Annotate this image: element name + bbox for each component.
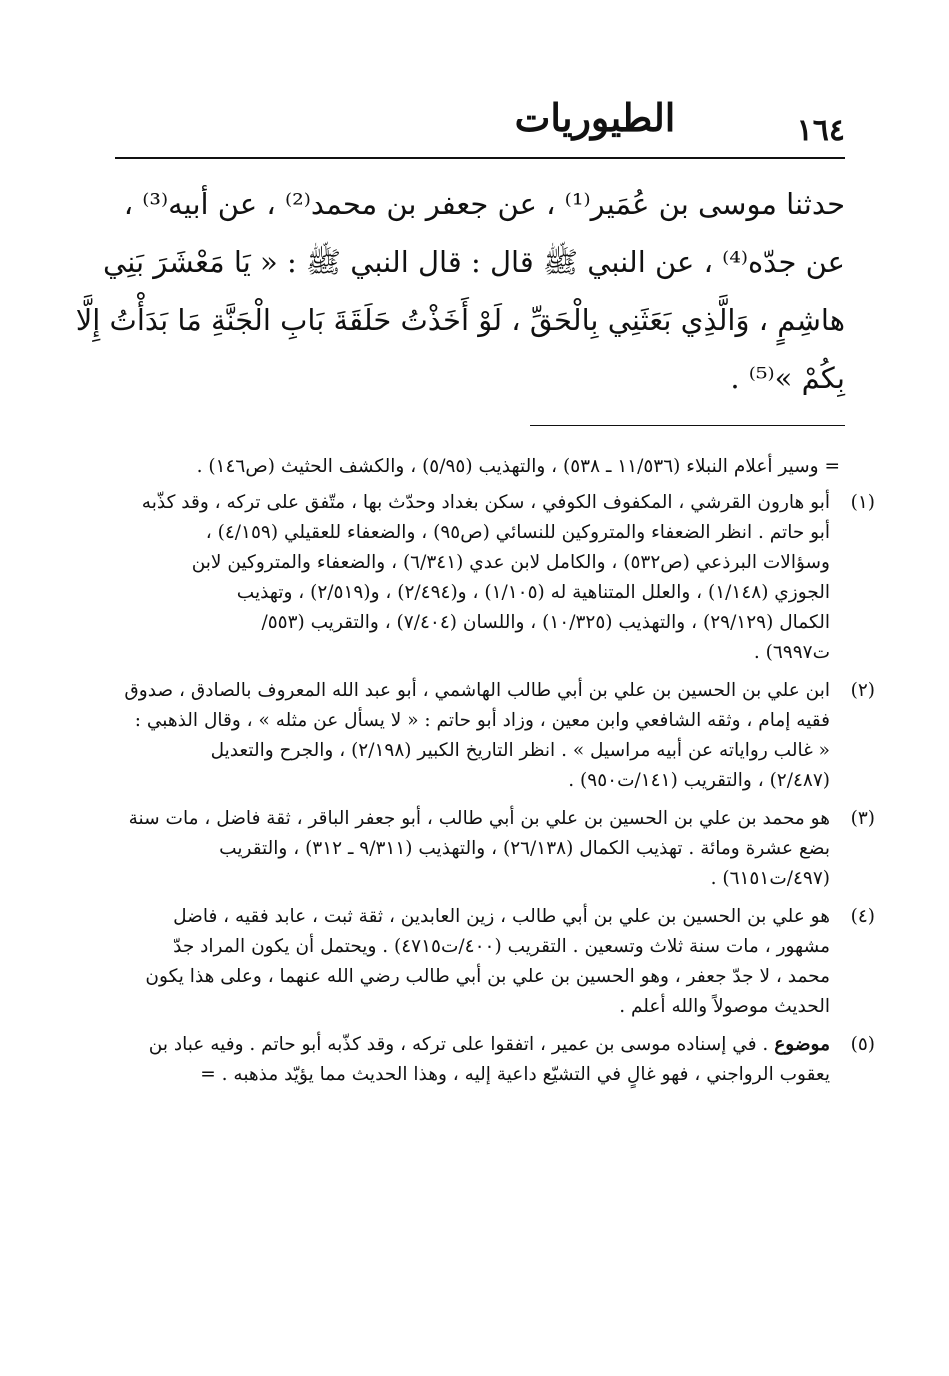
hadith-line: بِكُمْ »⁽⁵⁾ . — [730, 361, 845, 395]
footnote-line: فقيه إمام ، وثقه الشافعي وابن معين ، وزاد أبو حاتم : « لا يسأل عن مثله » ، وقال الذهبي : — [134, 710, 830, 731]
footnote-body — [115, 1030, 830, 1090]
hadith-line: عن جدّه⁽⁴⁾ ، عن النبي ﷺ قال : قال النبي ﷺ : « يَا مَعْشَرَ بَنِي — [103, 245, 845, 279]
footnote-line: ابن علي بن الحسين بن علي بن أبي طالب الهاشمي ، أبو عبد الله المعروف بالصادق ، صدوق — [124, 680, 830, 701]
footnote-line: (٤٩٧/ت٦١٥١) . — [710, 868, 830, 889]
footnote-line: الكمال (٢٩/١٢٩) ، والتهذيب (١٠/٣٢٥) ، واللسان (٧/٤٠٤) ، والتقريب (٥٥٣/ — [261, 612, 830, 633]
footnote-line: مشهور ، مات سنة ثلاث وتسعين . التقريب (٤٠٠/ت٤٧١٥) . ويحتمل أن يكون المراد جدّ — [173, 936, 830, 957]
hadith-line: حدثنا موسى بن عُمَير⁽¹⁾ ، عن جعفر بن محمد⁽²⁾ ، عن أبيه⁽³⁾ ، — [123, 187, 845, 221]
footnote-number: (١) — [850, 492, 875, 513]
footnote-line: الحديث موصولاً والله أعلم . — [619, 996, 830, 1017]
footnote-line: هو علي بن الحسين بن علي بن أبي طالب ، زين العابدين ، ثقة ثبت ، عابد فقيه ، فاضل — [173, 906, 830, 927]
footnote-number: (٣) — [850, 808, 875, 829]
footnote-line: (٢/٤٨٧) ، والتقريب (١٤١/ت٩٥٠) . — [568, 770, 830, 791]
footnote-body — [115, 676, 830, 796]
footnote-number: (٢) — [850, 680, 875, 701]
hadith-text — [75, 175, 845, 407]
footnote-line: بضع عشرة ومائة . تهذيب الكمال (٢٦/١٣٨) ، والتهذيب (٩/٣١١ ـ ٣١٢) ، والتقريب — [219, 838, 830, 859]
footnote-line: محمد ، لا جدّ جعفر ، وهو الحسين بن علي بن أبي طالب رضي الله عنهما ، وعلى هذا يكون — [145, 966, 830, 987]
footnote-4 — [115, 902, 875, 1022]
footnote-line — [115, 1030, 830, 1060]
footnote-line: أبو حاتم . انظر الضعفاء والمتروكين للنسائي (ص٩٥) ، والضعفاء للعقيلي (٤/١٥٩) ، — [205, 522, 830, 543]
footnote-line: هو محمد بن علي بن الحسين بن علي بن أبي طالب ، أبو جعفر الباقر ، ثقة فاضل ، مات سنة — [128, 808, 830, 829]
footnote-line: وسؤالات البرذعي (ص٥٣٢) ، والكامل لابن عدي (٦/٣٤١) ، والضعفاء والمتروكين لابن — [191, 552, 830, 573]
footnote-1 — [115, 488, 875, 668]
footnote-line: الجوزي (١/١٤٨) ، والعلل المتناهية له (١/١٠٥) ، و(٢/٤٩٤) ، و(٢/٥١٩) ، وتهذيب — [236, 582, 830, 603]
footnote-body — [115, 804, 830, 894]
footnotes — [115, 452, 875, 1098]
verdict-label: موضوع — [774, 1034, 830, 1055]
footnote-number: (٤) — [850, 906, 875, 927]
footnote-line: أبو هارون القرشي ، المكفوف الكوفي ، سكن بغداد وحدّث بها ، متّفق على تركه ، وقد كذّبه — [141, 492, 830, 513]
footnote-line-text: . في إسناده موسى بن عمير ، اتفقوا على تركه ، وقد كذّبه أبو حاتم . وفيه عباد بن — [148, 1034, 769, 1055]
footnote-2 — [115, 676, 875, 796]
running-title: الطيوريات — [514, 95, 676, 140]
footnote-line: ت٦٩٩٧) . — [753, 642, 830, 663]
footnote-line: يعقوب الرواجني ، فهو غالٍ في التشيّع داعية إليه ، وهذا الحديث مما يؤيّد مذهبه . = — [200, 1064, 830, 1085]
hadith-line: هاشِمٍ ، وَالَّذِي بَعَثَنِي بِالْحَقِّ ، لَوْ أَخَذْتُ حَلَقَةَ بَابِ الْجَنَّةِ مَا بَدَأْتُ إِلَّا — [75, 303, 845, 337]
footnote-body — [115, 488, 830, 668]
footnote-continuation: = وسير أعلام النبلاء (١١/٥٣٦ ـ ٥٣٨) ، والتهذيب (٥/٩٥) ، والكشف الحثيث (ص١٤٦) . — [196, 456, 840, 477]
footnote-line: « غالب رواياته عن أبيه مراسيل » . انظر التاريخ الكبير (٢/١٩٨) ، والجرح والتعديل — [210, 740, 830, 761]
page-header — [115, 95, 845, 159]
footnote-number: (٥) — [850, 1034, 875, 1055]
footnote-separator — [530, 425, 845, 426]
page-number: ١٦٤ — [796, 113, 845, 148]
footnote-5 — [115, 1030, 875, 1090]
footnote-body — [115, 902, 830, 1022]
footnote-3 — [115, 804, 875, 894]
